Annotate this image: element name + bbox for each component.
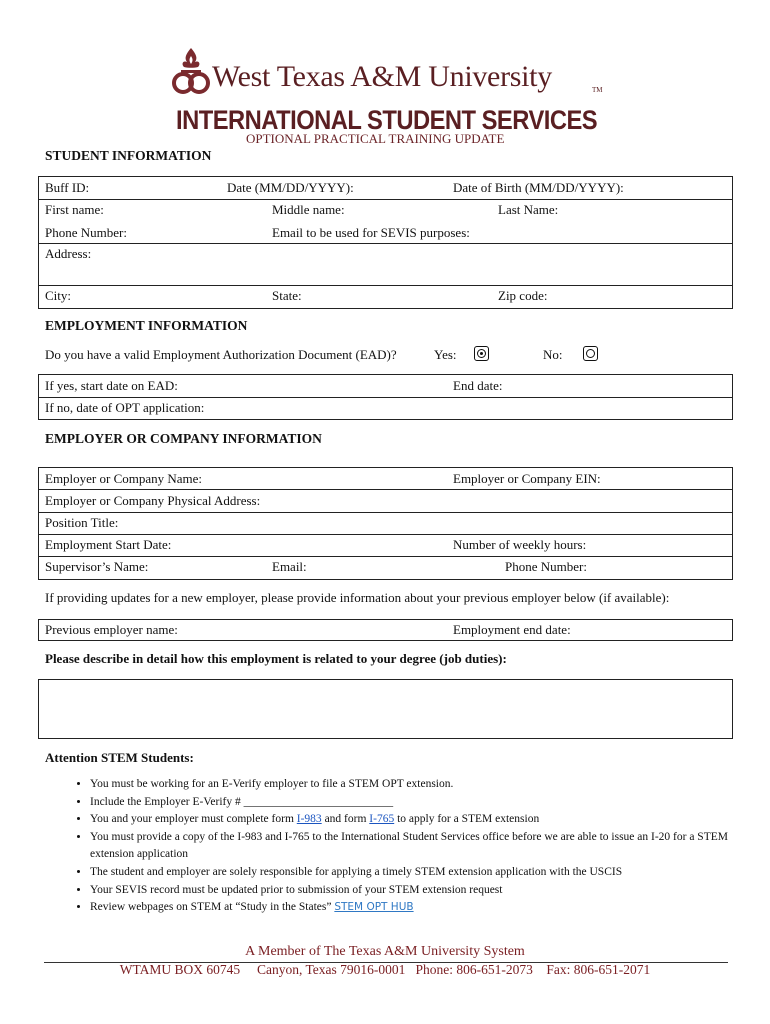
state-field[interactable]: State: [272,288,302,303]
student-info-table [38,176,733,309]
list-item: • You and your employer must complete form I-983 and form I-765 to apply for a STEM extension [90,811,730,829]
contact-line: WTAMU BOX 60745 Canyon, Texas 79016-0001 Phone: 806-651-2073 Fax: 806-651-2071 [119,962,651,977]
dob-field[interactable]: Date of Birth (MM/DD/YYYY): [453,180,624,195]
weekly-hours-field[interactable]: Number of weekly hours: [453,537,587,552]
ead-dates-table [38,374,733,420]
employer-info-table [38,467,733,580]
university-name: West Texas A&M University [212,60,552,93]
previous-employment-end-field[interactable]: Employment end date: [453,622,571,637]
list-item: • Include the Employer E-Verify # __________________________ [90,794,730,812]
ead-yes-radio[interactable] [474,346,489,361]
trademark: TM [592,86,603,94]
radio-selected-icon [477,349,486,358]
stem-opt-hub-link[interactable]: STEM OPT HUB [334,901,414,914]
supervisor-phone-field[interactable]: Phone Number: [505,559,587,574]
date-field[interactable]: Date (MM/DD/YYYY): [227,180,354,195]
middle-name-field[interactable]: Middle name: [272,202,345,217]
previous-employer-note: If providing updates for a new employer, please provide information about your previous employer below (if available): [45,590,670,605]
ead-end-date-field[interactable]: End date: [453,378,503,393]
stem-instructions-list [48,776,730,917]
last-name-field[interactable]: Last Name: [498,202,559,217]
buff-id-field[interactable]: Buff ID: [45,180,90,195]
ead-start-date-field[interactable]: If yes, start date on EAD: [45,378,178,393]
position-title-field[interactable]: Position Title: [45,515,119,530]
city-field[interactable]: City: [45,288,72,303]
supervisor-email-field[interactable]: Email: [272,559,307,574]
department-name: INTERNATIONAL STUDENT SERVICES [176,105,598,135]
stem-heading: Attention STEM Students: [45,750,194,765]
supervisor-name-field[interactable]: Supervisor’s Name: [45,559,149,574]
list-item: • You must be working for an E-Verify employer to file a STEM OPT extension. [90,776,730,794]
list-item: • You must provide a copy of the I-983 and I-765 to the International Student Services office before we are able to issue an I-20 for a STEM extension application [90,829,730,864]
employer-info-heading: EMPLOYER OR COMPANY INFORMATION [45,431,322,446]
job-duties-prompt: Please describe in detail how this employment is related to your degree (job duties): [45,651,507,666]
ead-no-radio[interactable] [583,346,598,361]
employer-name-field[interactable]: Employer or Company Name: [45,471,203,486]
list-item: • Your SEVIS record must be updated prior to submission of your STEM extension request [90,882,730,900]
employment-info-heading: EMPLOYMENT INFORMATION [45,318,248,333]
ead-question: Do you have a valid Employment Authorization Document (EAD)? [45,347,397,362]
opt-application-date-field[interactable]: If no, date of OPT application: [45,400,205,415]
form-title: OPTIONAL PRACTICAL TRAINING UPDATE [246,131,505,146]
zip-field[interactable]: Zip code: [498,288,548,303]
employment-start-field[interactable]: Employment Start Date: [45,537,172,552]
employer-ein-field[interactable]: Employer or Company EIN: [453,471,601,486]
ead-yes-label: Yes: [434,347,457,362]
address-field[interactable]: Address: [45,246,92,261]
phone-field[interactable]: Phone Number: [45,225,127,240]
job-duties-textarea[interactable] [38,679,733,739]
wtamu-logo-icon [172,46,210,96]
employer-address-field[interactable]: Employer or Company Physical Address: [45,493,261,508]
i983-link[interactable]: I-983 [296,813,322,826]
email-field[interactable]: Email to be used for SEVIS purposes: [272,225,470,240]
system-membership: A Member of The Texas A&M University System [245,944,525,959]
previous-employer-table [38,619,733,641]
previous-employer-name-field[interactable]: Previous employer name: [45,622,178,637]
list-item: • The student and employer are solely responsible for applying a timely STEM extension application with the USCIS [90,864,730,882]
i765-link[interactable]: I-765 [369,813,395,826]
radio-empty-icon [586,349,595,358]
student-info-heading: STUDENT INFORMATION [45,148,212,163]
list-item: • Review webpages on STEM at “Study in the States” STEM OPT HUB [90,899,730,917]
ead-no-label: No: [543,347,563,362]
first-name-field[interactable]: First name: [45,202,104,217]
